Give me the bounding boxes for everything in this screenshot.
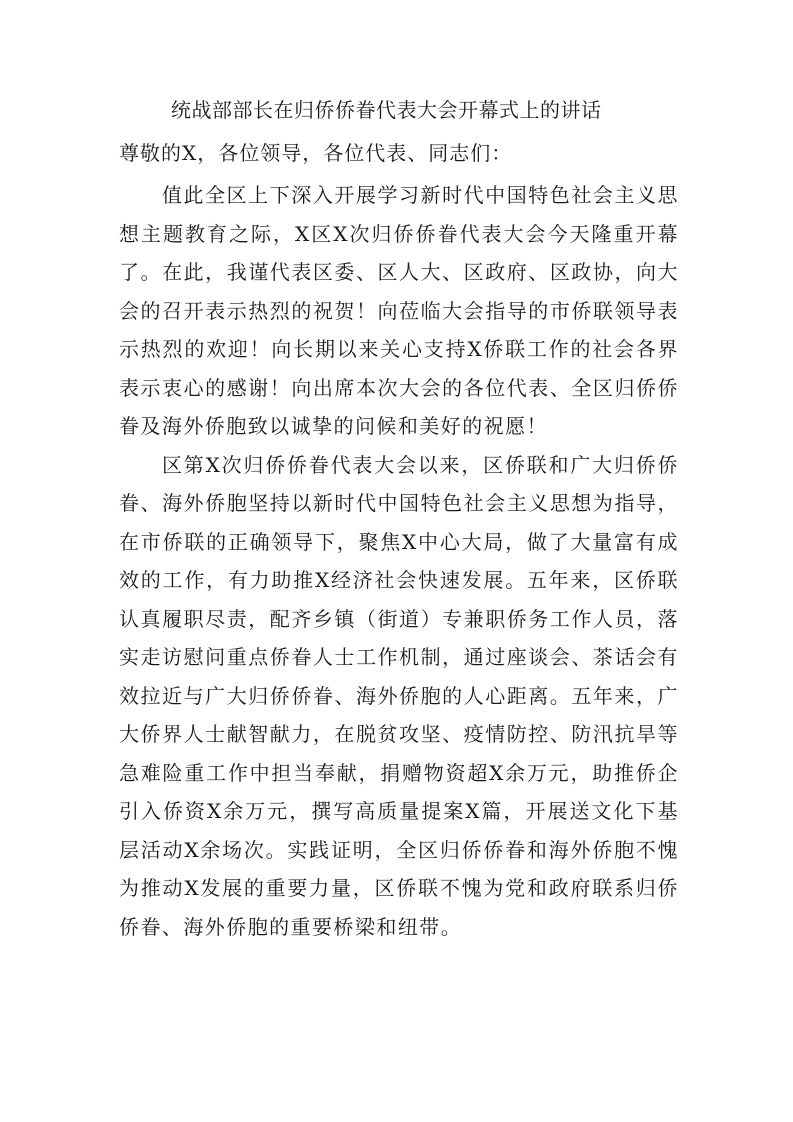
speech-title: 统战部部长在归侨侨眷代表大会开幕式上的讲话 xyxy=(171,98,602,122)
paragraph-achievements: 区第X次归侨侨眷代表大会以来，区侨联和广大归侨侨眷、海外侨胞坚持以新时代中国特色社会主义思想为指导，在市侨联的正确领导下，聚焦X中心大局，做了大量富有成效的工作，有力助推X经济社会快速发展。五年来，区侨联认真履职尽责，配齐乡镇（街道）专兼职侨务工作人员，落实走访慰问重点侨眷人士工作机制，通过座谈会、茶话会有效拉近与广大归侨侨眷、海外侨胞的人心距离。五年来，广大侨界人士献智献力，在脱贫攻坚、疫情防控、防汛抗旱等急难险重工作中担当奉献，捐赠物资超X余万元，助推侨企引入侨资X余万元，撰写高质量提案X篇，开展送文化下基层活动X余场次。实践证明，全区归侨侨眷和海外侨胞不愧为推动X发展的重要力量，区侨联不愧为党和政府联系归侨侨眷、海外侨胞的重要桥梁和纽带。 xyxy=(119,452,679,939)
speech-body xyxy=(119,176,679,946)
paragraph-opening-greeting: 值此全区上下深入开展学习新时代中国特色社会主义思想主题教育之际，X区X次归侨侨眷代表大会今天隆重开幕了。在此，我谨代表区委、区人大、区政府、区政协，向大会的召开表示热烈的祝贺！向莅临大会指导的市侨联领导表示热烈的欢迎！向长期以来关心支持X侨联工作的社会各界表示衷心的感谢！向出席本次大会的各位代表、全区归侨侨眷及海外侨胞致以诚挚的问候和美好的祝愿！ xyxy=(119,183,679,438)
salutation: 尊敬的X，各位领导，各位代表、同志们： xyxy=(119,141,513,165)
